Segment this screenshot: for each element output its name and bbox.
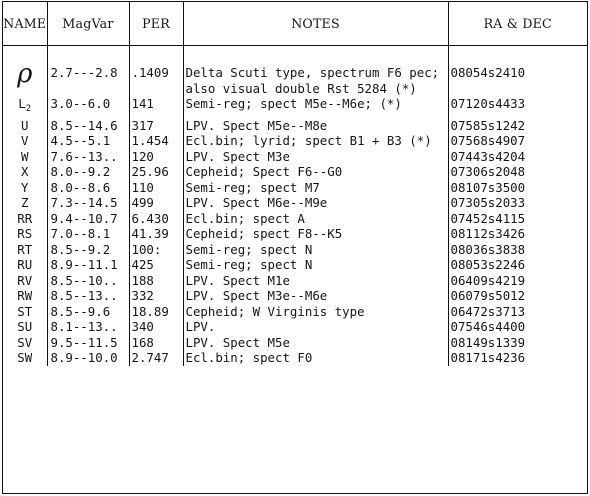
star-name-cell [3, 164, 47, 180]
magnitude-range-cell: 8.5--13.. [47, 288, 129, 304]
star-name-cell [3, 195, 47, 211]
magnitude-range-cell: 4.5--5.1 [47, 133, 129, 149]
ra-dec-cell: 07305s2033 [448, 195, 587, 211]
star-name-cell [3, 304, 47, 320]
period-cell: 340 [129, 319, 183, 335]
notes-cell: LPV. Spect M6e--M9e [183, 195, 448, 211]
magnitude-range-cell: 8.0--9.2 [47, 164, 129, 180]
ra-dec-cell: 07585s1242 [448, 118, 587, 134]
table-row [3, 96, 587, 118]
magnitude-range-cell: 7.3--14.5 [47, 195, 129, 211]
star-name-subscript: 2 [25, 104, 32, 114]
notes-cell: LPV. Spect M3e [183, 149, 448, 165]
magnitude-range-cell: 8.5--9.6 [47, 304, 129, 320]
period-cell: 110 [129, 180, 183, 196]
star-name-cell [3, 319, 47, 335]
star-name: Z [21, 195, 29, 210]
table-row [3, 319, 587, 335]
notes-cell: Cepheid; spect F8--K5 [183, 226, 448, 242]
period-cell: 425 [129, 257, 183, 273]
star-name: U [21, 117, 29, 133]
magnitude-range-cell: 8.0--8.6 [47, 180, 129, 196]
magnitude-range-cell: 9.4--10.7 [47, 211, 129, 227]
notes-cell: Ecl.bin; spect F0 [183, 350, 448, 366]
magnitude-range-cell: 8.9--10.0 [47, 350, 129, 366]
star-name-cell [3, 133, 47, 149]
star-name: Y [21, 179, 29, 195]
magnitude-range-cell: 7.6--13.. [47, 149, 129, 165]
notes-cell: LPV. [183, 319, 448, 335]
star-name: RR [17, 210, 33, 226]
ra-dec-cell: 08036s3838 [448, 242, 587, 258]
table-row [3, 288, 587, 304]
table-row [3, 164, 587, 180]
period-cell: 188 [129, 273, 183, 289]
table-row [3, 149, 587, 165]
star-name: SU [17, 319, 33, 334]
period-cell: 168 [129, 335, 183, 351]
period-cell: 499 [129, 195, 183, 211]
table-row [3, 304, 587, 320]
period-cell: 18.89 [129, 304, 183, 320]
notes-cell: Semi-reg; spect M7 [183, 180, 448, 196]
star-name-cell [3, 226, 47, 242]
header-radec: RA & DEC [448, 2, 587, 46]
star-name: RV [17, 272, 33, 288]
star-name: L [18, 96, 26, 111]
ra-dec-cell: 06472s3713 [448, 304, 587, 320]
ra-dec-cell: 08149s1339 [448, 335, 587, 351]
star-name-cell [3, 242, 47, 258]
star-name-cell [3, 350, 47, 366]
period-cell: 41.39 [129, 226, 183, 242]
table-row [3, 133, 587, 149]
table-row [3, 195, 587, 211]
star-name: W [21, 148, 29, 164]
header-name: NAME [3, 2, 47, 46]
header-magvar: MagVar [47, 2, 129, 46]
table-row [3, 273, 587, 289]
notes-cell: LPV. Spect M5e [183, 335, 448, 351]
star-name: SV [17, 334, 33, 350]
star-name-cell [3, 96, 47, 118]
star-name: RS [17, 226, 33, 241]
magnitude-range-cell: 8.1--13.. [47, 319, 129, 335]
period-cell: .1409 [129, 46, 183, 97]
period-cell: 1.454 [129, 133, 183, 149]
header-row [3, 2, 587, 46]
magnitude-range-cell: 3.0--6.0 [47, 96, 129, 118]
star-name-cell [3, 211, 47, 227]
ra-dec-cell: 08054s2410 [448, 46, 587, 97]
notes-cell: LPV. Spect M3e--M6e [183, 288, 448, 304]
star-name-cell [3, 257, 47, 273]
table-row [3, 211, 587, 227]
notes-cell: Ecl.bin; lyrid; spect B1 + B3 (*) [183, 133, 448, 149]
table-row [3, 118, 587, 134]
variable-star-table-sheet [2, 1, 588, 494]
magnitude-range-cell: 8.5--14.6 [47, 118, 129, 134]
star-name-cell [3, 335, 47, 351]
notes-cell: Semi-reg; spect N [183, 257, 448, 273]
table-row [3, 242, 587, 258]
notes-cell: LPV. Spect M1e [183, 273, 448, 289]
period-cell: 100: [129, 242, 183, 258]
ra-dec-cell: 06409s4219 [448, 273, 587, 289]
ra-dec-cell: 07546s4400 [448, 319, 587, 335]
notes-cell: Cepheid; Spect F6--G0 [183, 164, 448, 180]
magnitude-range-cell: 8.5--10.. [47, 273, 129, 289]
star-name-cell [3, 288, 47, 304]
ra-dec-cell: 08171s4236 [448, 350, 587, 366]
star-name-cell [3, 149, 47, 165]
period-cell: 120 [129, 149, 183, 165]
ra-dec-cell: 07568s4907 [448, 133, 587, 149]
table-row [3, 226, 587, 242]
ra-dec-cell: 06079s5012 [448, 288, 587, 304]
magnitude-range-cell: 7.0--8.1 [47, 226, 129, 242]
period-cell: 317 [129, 118, 183, 134]
period-cell: 2.747 [129, 350, 183, 366]
magnitude-range-cell: 9.5--11.5 [47, 335, 129, 351]
table-row [3, 350, 587, 366]
table-row [3, 46, 587, 97]
period-cell: 6.430 [129, 211, 183, 227]
ra-dec-cell: 08107s3500 [448, 180, 587, 196]
ra-dec-cell: 07306s2048 [448, 164, 587, 180]
star-name: V [21, 133, 29, 148]
period-cell: 141 [129, 96, 183, 118]
magnitude-range-cell: 8.5--9.2 [47, 242, 129, 258]
variable-star-table [3, 2, 587, 366]
notes-cell: Semi-reg; spect M5e--M6e; (*) [183, 96, 448, 118]
period-cell: 332 [129, 288, 183, 304]
ra-dec-cell: 08112s3426 [448, 226, 587, 242]
notes-cell: Ecl.bin; spect A [183, 211, 448, 227]
star-name: RU [17, 257, 33, 272]
magnitude-range-cell: 2.7---2.8 [47, 46, 129, 97]
table-body [3, 46, 587, 366]
star-name-cell [3, 46, 47, 97]
period-cell: 25.96 [129, 164, 183, 180]
table-row [3, 335, 587, 351]
header-per: PER [129, 2, 183, 46]
ra-dec-cell: 07452s4115 [448, 211, 587, 227]
star-name: RW [17, 288, 33, 303]
notes-cell: LPV. Spect M5e--M8e [183, 118, 448, 134]
table-row [3, 180, 587, 196]
star-name: X [21, 164, 29, 179]
notes-cell: Delta Scuti type, spectrum F6 pec; also visual double Rst 5284 (*) [183, 46, 448, 97]
star-name: SW [17, 350, 33, 365]
star-name-cell [3, 180, 47, 196]
star-name: ST [17, 303, 33, 319]
header-notes: NOTES [183, 2, 448, 46]
star-name-cell [3, 273, 47, 289]
star-name: ρ [17, 59, 33, 89]
star-name-cell [3, 118, 47, 134]
ra-dec-cell: 08053s2246 [448, 257, 587, 273]
ra-dec-cell: 07120s4433 [448, 96, 587, 118]
notes-cell: Cepheid; W Virginis type [183, 304, 448, 320]
notes-cell: Semi-reg; spect N [183, 242, 448, 258]
ra-dec-cell: 07443s4204 [448, 149, 587, 165]
magnitude-range-cell: 8.9--11.1 [47, 257, 129, 273]
table-row [3, 257, 587, 273]
star-name: RT [17, 241, 33, 257]
